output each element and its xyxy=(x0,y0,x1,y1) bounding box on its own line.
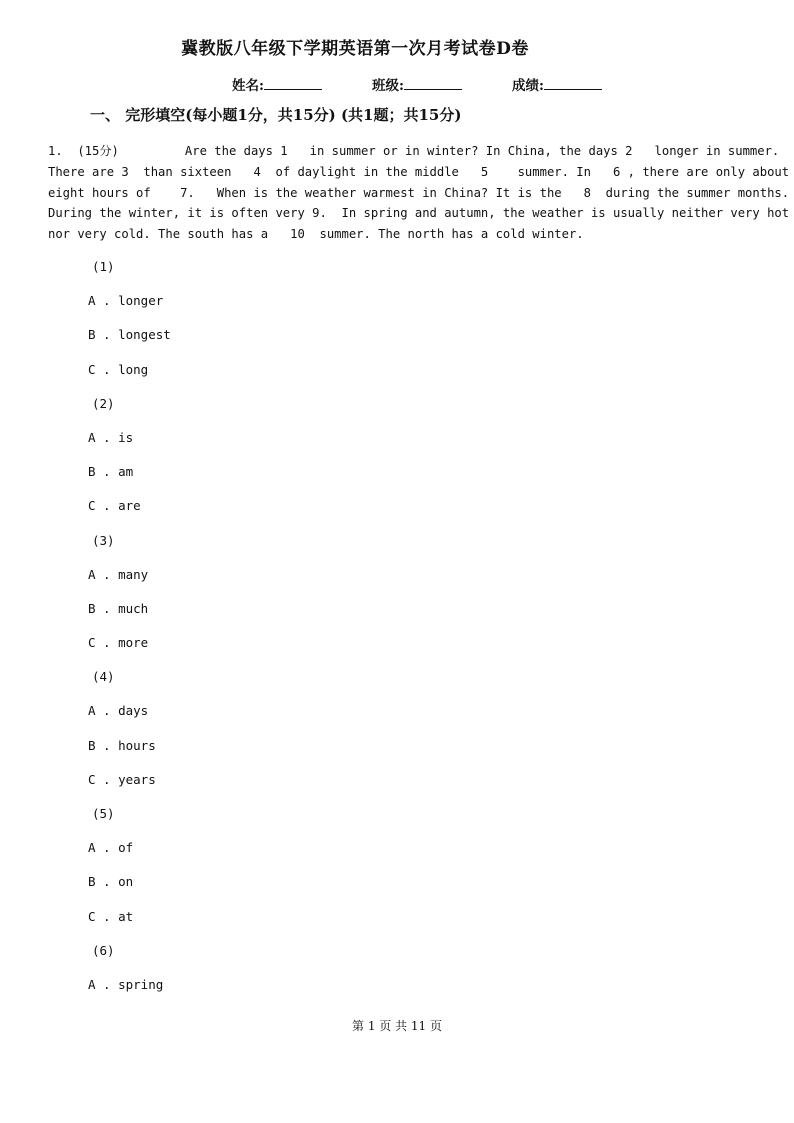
option-b[interactable]: B . am xyxy=(88,464,134,480)
passage-line: There are 3 than sixteen 4 of daylight in the middle 5 summer. In 6 , there are only about xyxy=(48,164,790,179)
name-field[interactable] xyxy=(232,74,322,94)
option-b[interactable]: B . on xyxy=(88,874,134,890)
page-title: 冀教版八年级下学期英语第一次月考试卷D卷 xyxy=(181,39,529,59)
option-a[interactable]: A . days xyxy=(88,703,149,719)
passage-line: eight hours of 7. When is the weather warmest in China? It is the 8 during the summer months. xyxy=(48,185,790,200)
name-blank[interactable] xyxy=(264,75,322,90)
question-number: (1) xyxy=(92,259,115,274)
option-a[interactable]: A . spring xyxy=(88,976,164,992)
option-b[interactable]: B . longest xyxy=(88,327,171,343)
option-a[interactable]: A . is xyxy=(88,429,134,445)
option-b[interactable]: B . hours xyxy=(88,737,156,753)
passage-line: nor very cold. The south has a 10 summer. The north has a cold winter. xyxy=(48,227,584,242)
question-number: (4) xyxy=(92,669,115,685)
option-c[interactable]: C . long xyxy=(88,361,149,377)
question-number: (6) xyxy=(92,942,115,958)
passage-line: During the winter, it is often very 9. In spring and autumn, the weather is usually neither very hot xyxy=(48,206,790,221)
option-c[interactable]: C . more xyxy=(88,635,149,651)
option-c[interactable]: C . years xyxy=(88,771,156,787)
option-c[interactable]: C . at xyxy=(88,908,134,924)
option-b[interactable]: B . much xyxy=(88,600,149,616)
score-label: 成绩: xyxy=(512,78,544,94)
option-a[interactable]: A . longer xyxy=(88,293,164,309)
score-blank[interactable] xyxy=(544,75,602,90)
class-blank[interactable] xyxy=(404,75,462,90)
question-number: (3) xyxy=(92,532,115,548)
question-list xyxy=(88,256,171,1008)
class-label: 班级: xyxy=(372,78,404,94)
cloze-passage xyxy=(48,141,790,245)
score-field[interactable] xyxy=(512,74,602,94)
option-c[interactable]: C . are xyxy=(88,498,141,514)
class-field[interactable] xyxy=(372,74,462,94)
section-heading: 一、 完形填空(每小题1分，共15分) (共1题；共15分) xyxy=(90,106,462,124)
question-number: (5) xyxy=(92,806,115,821)
option-a[interactable]: A . of xyxy=(88,840,134,856)
question-number: (2) xyxy=(92,395,115,411)
page-footer: 第 1 页 共 11 页 xyxy=(352,1019,442,1033)
name-label: 姓名: xyxy=(232,78,264,94)
passage-line: 1. (15分) Are the days 1 in summer or in winter? In China, the days 2 longer in summer. xyxy=(48,144,780,158)
option-a[interactable]: A . many xyxy=(88,566,149,582)
